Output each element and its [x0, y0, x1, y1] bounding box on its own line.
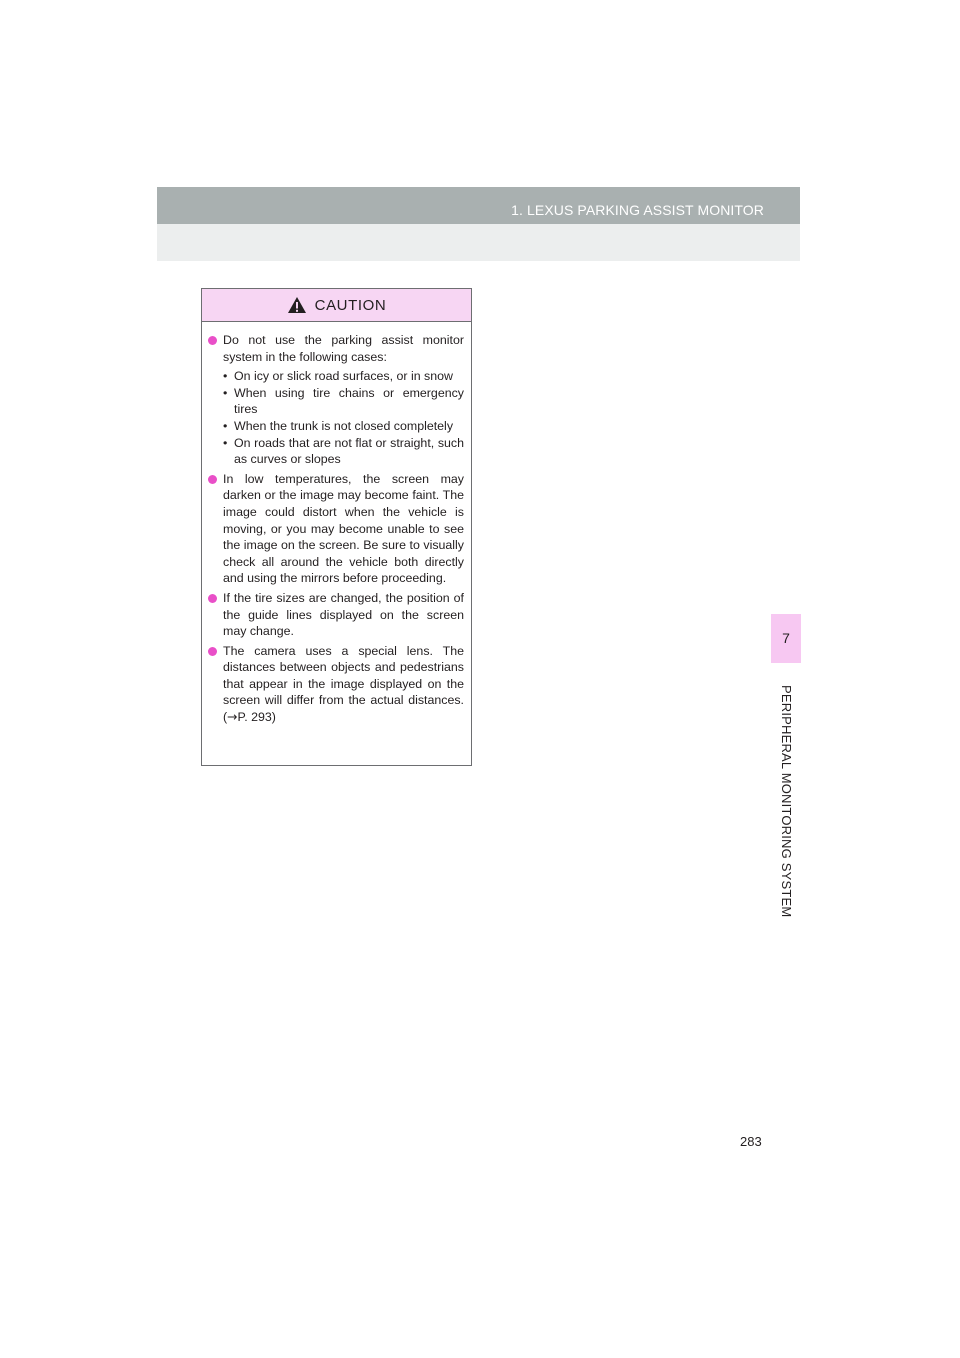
caution-header [202, 289, 471, 322]
caution-body [202, 322, 471, 726]
section-subheader-bar [157, 224, 800, 261]
chapter-number-tab[interactable]: 7 [771, 614, 801, 663]
caution-subitem-text: When using tire chains or emergency tires [234, 385, 464, 417]
caution-item [208, 471, 464, 587]
caution-title: CAUTION [314, 296, 387, 314]
section-header-bar [157, 187, 800, 224]
caution-subitem [208, 385, 464, 418]
caution-item [208, 643, 464, 726]
bullet-icon [208, 594, 217, 603]
warning-triangle-icon [287, 296, 307, 314]
caution-item-text: In low temperatures, the screen may darken or the image may become faint. The image could distort when the vehicle is moving, or you may become unable to see the image on the screen. Be sure to visually check all around the vehicle both directly and using the mirrors before proceeding. [223, 471, 464, 586]
caution-item [208, 590, 464, 640]
page-reference-arrow-icon: → [227, 709, 238, 725]
caution-subitem [208, 418, 464, 435]
bullet-icon [208, 336, 217, 345]
page-reference-link[interactable]: P. 293) [237, 710, 276, 725]
caution-item-text: The camera uses a special lens. The distances between objects and pedestrians that appear in the image displayed on the screen will differ from the actual distances. ( [223, 643, 464, 725]
bullet-icon [208, 475, 217, 484]
sub-bullet-icon: • [223, 385, 228, 400]
caution-box [201, 288, 472, 766]
sub-bullet-icon: • [223, 369, 228, 384]
caution-item [208, 332, 464, 365]
section-title: 1. LEXUS PARKING ASSIST MONITOR [511, 202, 764, 218]
caution-subitem-text: On icy or slick road surfaces, or in snow [234, 369, 453, 384]
chapter-title: PERIPHERAL MONITORING SYSTEM [779, 685, 794, 918]
sub-bullet-icon: • [223, 435, 228, 450]
bullet-icon [208, 647, 217, 656]
caution-item-text: If the tire sizes are changed, the position of the guide lines displayed on the screen may change. [223, 590, 464, 639]
caution-subitem [208, 435, 464, 468]
caution-subitem-text: On roads that are not flat or straight, such as curves or slopes [234, 435, 464, 467]
page-number: 283 [740, 1134, 762, 1149]
caution-item-text: Do not use the parking assist monitor system in the following cases: [223, 333, 464, 364]
sub-bullet-icon: • [223, 418, 228, 433]
caution-subitem-text: When the trunk is not closed completely [234, 418, 454, 433]
caution-subitem [208, 368, 464, 385]
